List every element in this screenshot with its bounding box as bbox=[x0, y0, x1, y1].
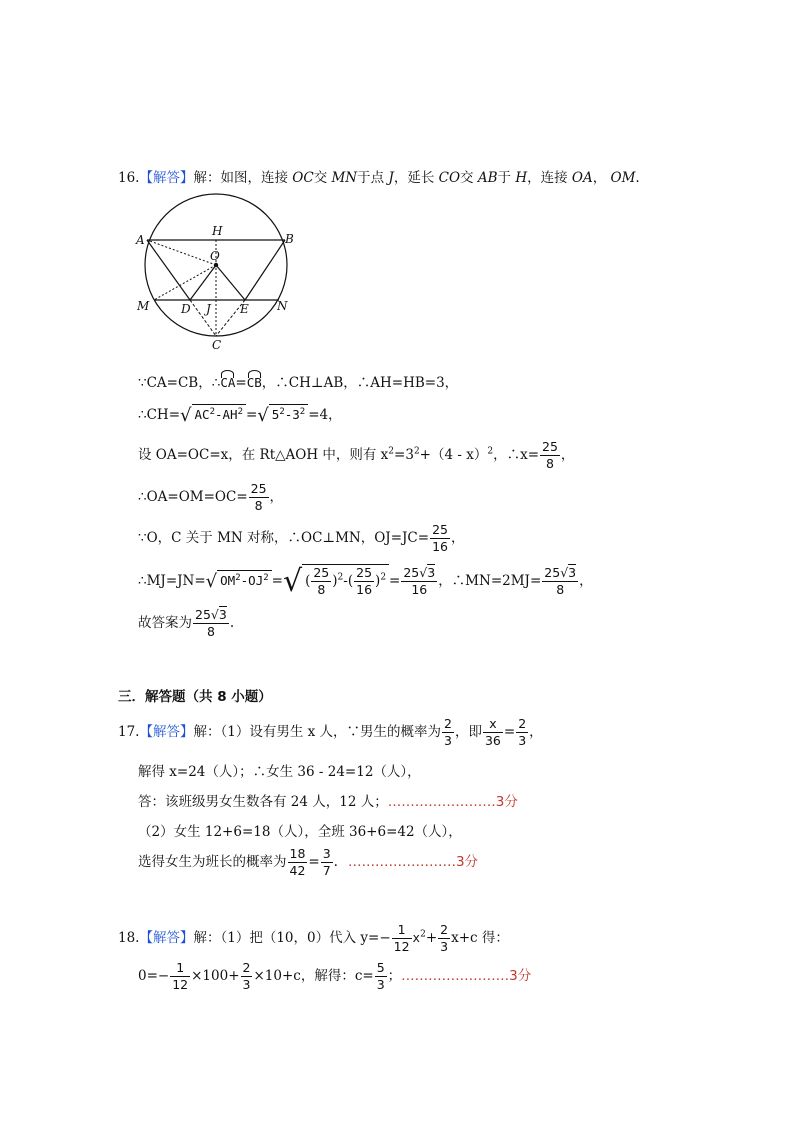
section-heading: 三．解答题（共 8 小题） bbox=[118, 689, 272, 705]
frac-x-36: $\frac{x}{36}$ bbox=[484, 716, 501, 748]
frac-2-3d: $\frac{2}{3}$ bbox=[242, 960, 251, 992]
q16-l5a: ∵O，C 关于 MN 对称，∴OC⊥MN，OJ=JC= bbox=[138, 530, 430, 546]
t-jiao2: 交 bbox=[460, 170, 474, 186]
q17-line4: （2）女生 12+6=18（人），全班 36+6=42（人）， bbox=[138, 824, 462, 840]
pow1: 2 bbox=[337, 572, 344, 583]
t-period: . bbox=[635, 170, 640, 186]
q18-l2c: ×10+c，解得：c= bbox=[253, 968, 374, 984]
q17-number: 17. bbox=[118, 724, 140, 740]
q17-line1 bbox=[118, 718, 543, 747]
q18-number: 18. bbox=[118, 930, 140, 946]
q18-l2-dots: …………………… bbox=[401, 968, 510, 984]
q16-line7 bbox=[138, 609, 234, 638]
label-m: M bbox=[137, 299, 150, 313]
label-o: O bbox=[210, 249, 220, 263]
q18-line1: 18.【解答】解：（1）把（10，0）代入 y=− $\frac{1}{12}$ $x^2+$ $\frac{2}{3}$ x+c 得： bbox=[118, 922, 509, 954]
q17-l1end: ， bbox=[529, 724, 543, 740]
q16-line1 bbox=[138, 370, 458, 391]
line-od bbox=[190, 265, 216, 300]
line-dc bbox=[190, 300, 216, 336]
q17-l1b: ，即 bbox=[454, 724, 482, 740]
q16-l3d: ，∴x= bbox=[493, 447, 540, 463]
rad-3: -3 bbox=[284, 407, 300, 423]
label-c: C bbox=[212, 338, 222, 352]
q18-l2-score: 3分 bbox=[509, 968, 532, 984]
t-yanchang: ，延长 bbox=[393, 170, 435, 186]
frac-25-8b: $\frac{25}{8}$ bbox=[250, 481, 267, 513]
t-comma: ， bbox=[592, 170, 607, 186]
frac-1-12b: $\frac{1}{12}$ bbox=[172, 960, 189, 992]
rad-ah: -AH bbox=[214, 407, 238, 423]
frac-25-16: $\frac{25}{16}$ bbox=[432, 522, 448, 554]
q16-l3end: ， bbox=[560, 447, 575, 463]
q18-x: x bbox=[412, 930, 421, 945]
label-d: D bbox=[181, 302, 191, 316]
q16-l6end: ， bbox=[579, 573, 593, 589]
q17-line2: 解得 x=24（人）；∴女生 36 - 24=12（人）， bbox=[138, 764, 421, 780]
q17-l5-dots: …………………… bbox=[347, 854, 456, 870]
frac-5-3: $\frac{5}{3}$ bbox=[376, 960, 385, 992]
line-ad bbox=[147, 240, 190, 300]
label-h: H bbox=[212, 224, 223, 238]
q16-l7a: 故答案为 bbox=[138, 615, 192, 631]
line-om bbox=[154, 265, 216, 300]
q17-l3-score: 3分 bbox=[495, 794, 518, 810]
q16-l1eq: = bbox=[235, 375, 247, 391]
q16-l5end: ， bbox=[450, 530, 465, 546]
q17-line5 bbox=[138, 848, 478, 877]
q16-line4 bbox=[138, 483, 283, 512]
frac-2-3c: $\frac{2}{3}$ bbox=[440, 922, 449, 954]
pt-j: J bbox=[388, 170, 394, 186]
q18-l1a: 解：（1）把（10，0）代入 y=− bbox=[193, 930, 391, 946]
label-j: J bbox=[206, 302, 211, 316]
frac-2-3b: $\frac{2}{3}$ bbox=[518, 716, 527, 748]
q17-l5a: 选得女生为班长的概率为 bbox=[138, 854, 287, 870]
q17-l5eq: = bbox=[308, 854, 320, 870]
sqrt-om-oj: √ $OM^2-OJ^2$ bbox=[206, 570, 272, 592]
label-a: A bbox=[136, 233, 145, 247]
line-oe bbox=[216, 265, 245, 300]
pt-h: H bbox=[515, 170, 528, 186]
q16-l1a: ∵CA=CB，∴ bbox=[138, 375, 221, 391]
rad-5: 5 bbox=[271, 407, 280, 423]
q18-answer-tag: 【解答】 bbox=[139, 930, 194, 946]
seg-ab: AB bbox=[477, 170, 498, 186]
q16-heading bbox=[118, 166, 640, 186]
line-oa bbox=[147, 240, 216, 265]
q18-l2a: 0=− bbox=[138, 968, 170, 984]
q16-line6 bbox=[138, 564, 593, 599]
q16-l2eq: = bbox=[245, 407, 258, 423]
minus1: - bbox=[343, 573, 348, 589]
rad-ac: AC bbox=[194, 407, 210, 423]
seg-oa: OA bbox=[571, 170, 593, 186]
q16-l2end: =4， bbox=[308, 407, 342, 423]
center-dot bbox=[214, 263, 218, 267]
rp2: ) bbox=[375, 573, 381, 589]
seg-co: CO bbox=[438, 170, 461, 186]
arc-ca: CA bbox=[220, 370, 235, 390]
q16-l4a: ∴OA=OM=OC= bbox=[138, 489, 248, 505]
q16-line5 bbox=[138, 524, 464, 553]
q17-l5-score: 3分 bbox=[455, 854, 479, 870]
q16-intro: 解：如图，连接 bbox=[193, 170, 288, 186]
label-n: N bbox=[277, 299, 288, 313]
q16-answer-tag: 【解答】 bbox=[139, 170, 194, 186]
q16-l2a: ∴CH= bbox=[138, 407, 181, 423]
q16-l3b: =3 bbox=[394, 447, 414, 463]
sqrt-ac-ah: √ $AC^2-AH^2$ bbox=[180, 404, 246, 426]
frac-25r3-8: $\frac{25√3}{8}$ bbox=[544, 565, 577, 597]
rp1: ) bbox=[332, 573, 338, 589]
q17-l3: 答：该班级男女生数各有 24 人，12 人； bbox=[138, 794, 388, 810]
seg-om: OM bbox=[610, 170, 636, 186]
rad-om: OM bbox=[220, 573, 236, 589]
q16-l6a: ∴MJ=JN= bbox=[138, 573, 206, 589]
label-e: E bbox=[240, 302, 249, 316]
q16-l3a: 设 OA=OC=x，在 Rt△AOH 中，则有 x bbox=[138, 447, 389, 463]
q17-l1eq: = bbox=[503, 724, 516, 740]
rad-oj: -OJ bbox=[240, 573, 264, 589]
q18-l2b: ×100+ bbox=[191, 968, 240, 984]
q18-plus: + bbox=[425, 930, 438, 946]
q16-line3: 设 OA=OC=x，在 Rt△AOH 中，则有 $x^2=3^2+(4 - x)^2$，∴x= $\frac{25}{8}$ ， bbox=[138, 439, 575, 471]
frac-25-16b: $\frac{25}{16}$ bbox=[356, 565, 373, 597]
arc-cb: CB bbox=[247, 370, 262, 390]
lp1: ( bbox=[305, 573, 311, 589]
frac-25-8c: $\frac{25}{8}$ bbox=[313, 565, 330, 597]
q16-l7end: . bbox=[229, 615, 235, 631]
q16-l3c: +（4 - x） bbox=[419, 447, 488, 463]
t-lianjie: ，连接 bbox=[527, 170, 568, 186]
frac-1-12: $\frac{1}{12}$ bbox=[393, 922, 410, 954]
frac-18-42: $\frac{18}{42}$ bbox=[289, 846, 306, 878]
q18-line2 bbox=[138, 962, 531, 991]
frac-answer: $\frac{25√3}{8}$ bbox=[195, 607, 227, 639]
q17-l3-dots: …………………… bbox=[387, 794, 496, 810]
q17-line3 bbox=[138, 790, 518, 810]
q18-l1b: x+c 得： bbox=[451, 930, 509, 946]
q17-answer-tag: 【解答】 bbox=[139, 724, 194, 740]
q16-l4end: ， bbox=[269, 489, 284, 505]
lp2: ( bbox=[347, 573, 354, 589]
sqrt-fracs: √ ( $\frac{25}{8}$ )$^2$-( $\frac{25}{16}$ )$^2$ bbox=[283, 564, 389, 599]
q16-l6eq2: = bbox=[389, 573, 401, 589]
t-yu: 于 bbox=[497, 170, 512, 186]
q17-l5end: . bbox=[333, 854, 338, 870]
q16-l6b: ，∴MN=2MJ= bbox=[438, 573, 542, 589]
q16-number: 16. bbox=[118, 170, 140, 186]
frac-2-3: $\frac{2}{3}$ bbox=[444, 716, 452, 748]
t-jiao: 交 bbox=[313, 170, 328, 186]
q17-l1a: 解：（1）设有男生 x 人，∵男生的概率为 bbox=[193, 724, 442, 740]
q16-l6eq: = bbox=[271, 573, 283, 589]
q16-line2 bbox=[138, 403, 342, 427]
t-yudian: 于点 bbox=[357, 170, 385, 186]
sqrt-5-3: √ $5^2-3^2$ bbox=[257, 404, 308, 426]
frac-3-7: $\frac{3}{7}$ bbox=[322, 846, 331, 878]
q16-l1b: ，∴CH⊥AB，∴AH=HB=3， bbox=[261, 375, 459, 391]
label-b: B bbox=[285, 232, 294, 246]
frac-25r3-16: $\frac{25√3}{16}$ bbox=[403, 565, 436, 597]
q18-l2end: ； bbox=[387, 968, 402, 984]
frac-25-8: $\frac{25}{8}$ bbox=[542, 439, 558, 471]
line-be bbox=[245, 240, 285, 300]
seg-oc: OC bbox=[292, 170, 314, 186]
circle-figure bbox=[134, 192, 304, 354]
seg-mn: MN bbox=[331, 170, 358, 186]
pow2: 2 bbox=[380, 572, 387, 583]
